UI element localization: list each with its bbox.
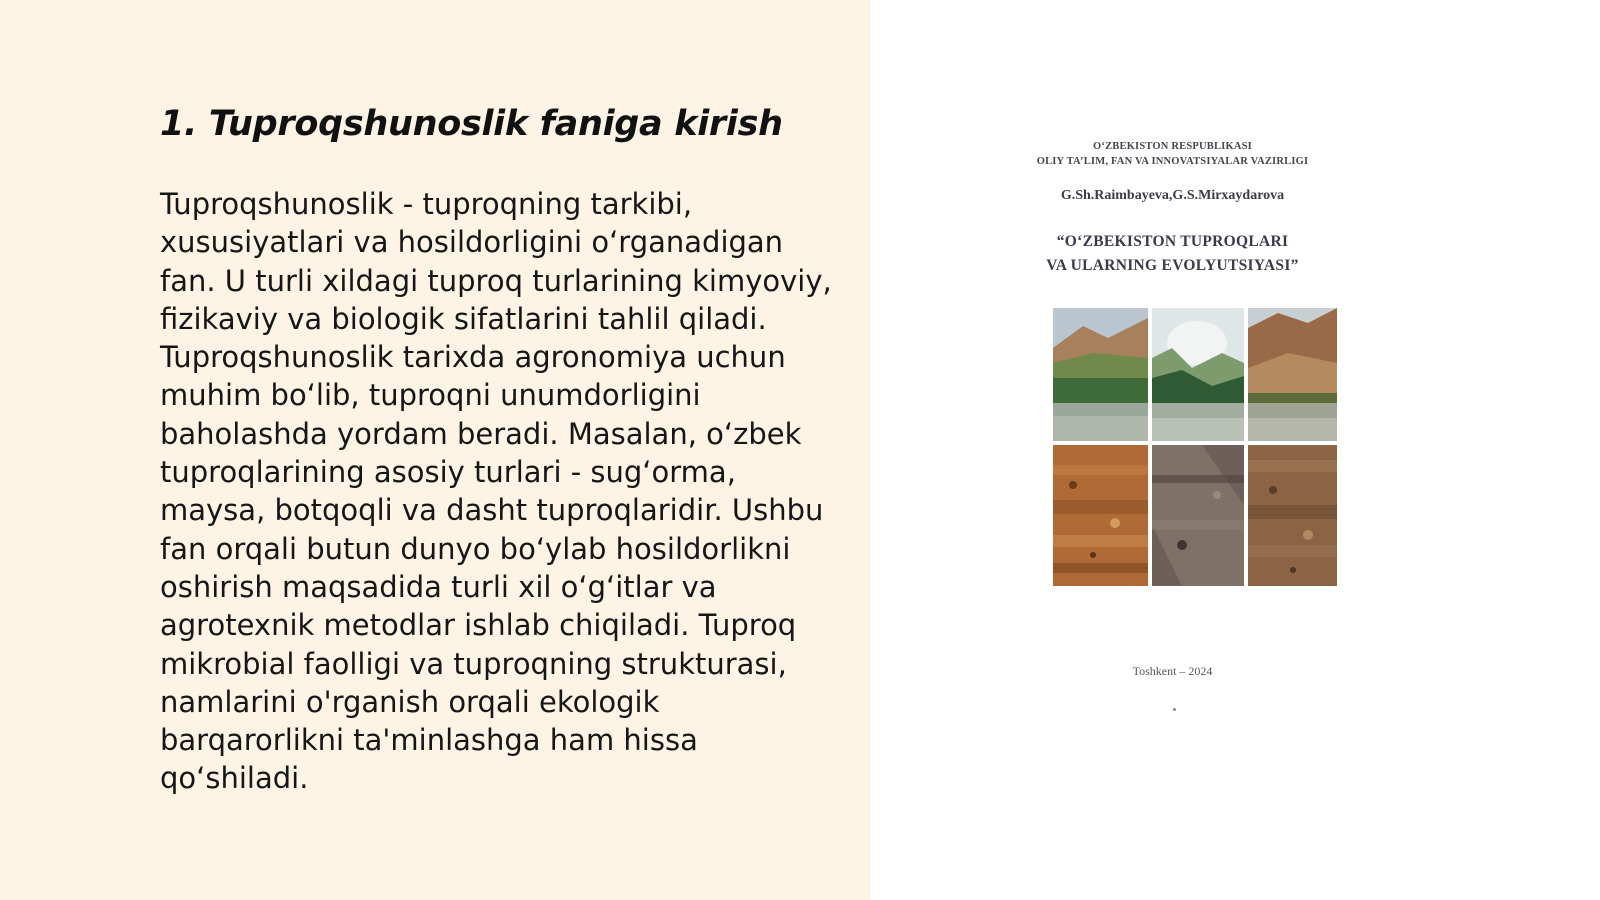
cover-title-line2: VA ULARNING EVOLYUTSIYASI” xyxy=(1046,257,1299,274)
slide-body-text: Tuproqshunoslik - tuproqning tarkibi, xususiyatlari va hosildorligini o‘rganadigan fan. U turli xildagi tuproq turlarining kimyoviy, fizikaviy va biologik sifatlarini tahlil qiladi. Tuproqshunoslik tarixda agronomiya uchun muhim bo‘lib, tuproqni unumdorligini baholashda yordam beradi. Masalan, o‘zbek tuproqlarining asosiy turlari - sug‘orma, maysa, botqoqli va dasht tuproqlaridir. Ushbu fan orqali butun dunyo bo‘ylab hosildorlikni oshirish maqsadida turli xil o‘g‘itlar va agrotexnik metodlar ishlab chiqiladi. Tuproq mikrobial faolligi va tuproqning strukturasi, namlarini o'rganish orqali ekologik barqarorlikni ta'minlashga ham hissa qo‘shiladi. xyxy=(160,187,832,796)
landscape-photo-2 xyxy=(1152,308,1244,441)
soil-photo-1 xyxy=(1053,445,1148,586)
cover-dot xyxy=(1173,708,1176,711)
cover-photo-grid xyxy=(1053,308,1337,586)
book-cover-image xyxy=(985,130,1360,730)
landscape-photo-1 xyxy=(1053,308,1148,441)
slide-title: 1. Tuproqshunoslik faniga kirish xyxy=(160,104,783,144)
soil-photo-2 xyxy=(1152,445,1244,586)
soil-photo-3 xyxy=(1248,445,1337,586)
cover-authors: G.Sh.Raimbayeva,G.S.Mirxaydarova xyxy=(1060,188,1285,203)
landscape-photo-3 xyxy=(1248,308,1337,441)
cover-title-line1: “O‘ZBEKISTON TUPROQLARI xyxy=(1056,233,1289,250)
cover-ministry-line1: O‘ZBEKISTON RESPUBLIKASI xyxy=(1093,141,1252,152)
cover-ministry-line2: OLIY TA’LIM, FAN VA INNOVATSIYALAR VAZIRLIGI xyxy=(1036,156,1309,167)
cover-footer: Toshkent – 2024 xyxy=(1132,664,1213,678)
